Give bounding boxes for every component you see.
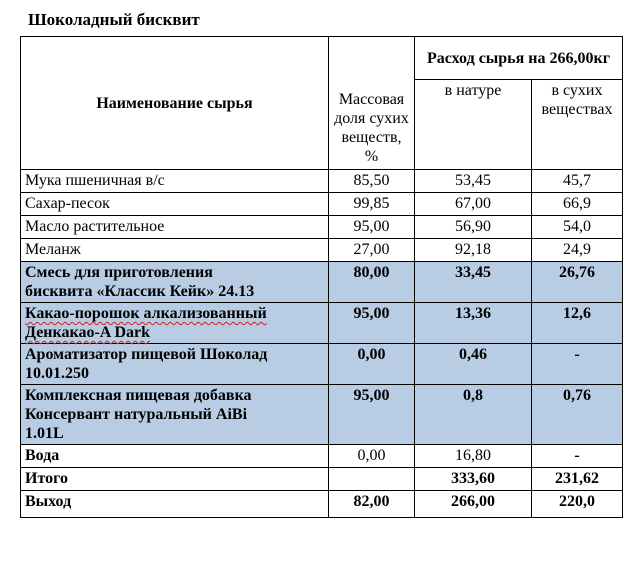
dry-value: 54,0 xyxy=(532,216,623,239)
dry-value: 231,62 xyxy=(532,468,623,491)
ingredient-name: Меланж xyxy=(21,239,329,262)
ingredient-name: Итого xyxy=(21,468,329,491)
natura-value: 56,90 xyxy=(415,216,532,239)
table-row xyxy=(21,216,623,239)
header-row xyxy=(21,37,623,80)
table-row-highlighted xyxy=(21,303,623,344)
mass-value: 27,00 xyxy=(329,239,415,262)
ingredient-name: Сахар-песок xyxy=(21,193,329,216)
table-row xyxy=(21,170,623,193)
dry-value: 66,9 xyxy=(532,193,623,216)
dry-value: 45,7 xyxy=(532,170,623,193)
ingredient-name-line: Какао-порошок алкализованный xyxy=(25,305,267,322)
table-row-total xyxy=(21,468,623,491)
mass-value xyxy=(329,468,415,491)
ingredient-name: Масло растительное xyxy=(21,216,329,239)
table-row-highlighted xyxy=(21,262,623,303)
table-row-output xyxy=(21,491,623,518)
natura-value: 0,8 xyxy=(415,385,532,445)
mass-value: 95,00 xyxy=(329,303,415,344)
dry-value: 12,6 xyxy=(532,303,623,344)
header-dry-label: в сухих веществах xyxy=(541,82,613,119)
table-row-highlighted xyxy=(21,344,623,385)
natura-value: 33,45 xyxy=(415,262,532,303)
table-row xyxy=(21,239,623,262)
natura-value: 67,00 xyxy=(415,193,532,216)
ingredient-name xyxy=(21,344,329,385)
natura-value: 16,80 xyxy=(415,445,532,468)
dry-value: 220,0 xyxy=(532,491,623,518)
dry-value: - xyxy=(532,445,623,468)
table-row-highlighted xyxy=(21,385,623,445)
ingredient-name-line: Консервант натуральный AiBi xyxy=(25,406,248,423)
mass-value: 99,85 xyxy=(329,193,415,216)
dry-value: 26,76 xyxy=(532,262,623,303)
natura-value: 266,00 xyxy=(415,491,532,518)
mass-value: 85,50 xyxy=(329,170,415,193)
ingredient-name: Вода xyxy=(21,445,329,468)
header-mass-cell xyxy=(329,37,415,170)
ingredient-name xyxy=(21,262,329,303)
header-mass-label: Массовая доля сухих веществ, % xyxy=(334,91,409,165)
mass-value: 0,00 xyxy=(329,445,415,468)
table-row xyxy=(21,193,623,216)
header-name-label: Наименование сырья xyxy=(96,94,253,112)
table-row xyxy=(21,445,623,468)
header-rashod-label: Расход сырья на 266,00кг xyxy=(427,49,610,67)
ingredient-name xyxy=(21,385,329,445)
header-natura-label: в натуре xyxy=(444,82,502,100)
dry-value: 24,9 xyxy=(532,239,623,262)
ingredient-name-line: бисквита «Классик Кейк» 24.13 xyxy=(25,283,255,300)
header-natura-cell xyxy=(415,80,532,170)
document-title: Шоколадный бисквит xyxy=(28,10,200,29)
mass-value: 0,00 xyxy=(329,344,415,385)
raw-materials-table xyxy=(20,36,623,518)
dry-value: - xyxy=(532,344,623,385)
mass-value: 95,00 xyxy=(329,385,415,445)
natura-value: 333,60 xyxy=(415,468,532,491)
ingredient-name-line: Ароматизатор пищевой Шоколад xyxy=(25,346,268,363)
header-name-cell xyxy=(21,37,329,170)
ingredient-name-line: Комплексная пищевая добавка xyxy=(25,387,252,404)
mass-value: 95,00 xyxy=(329,216,415,239)
header-dry-cell xyxy=(532,80,623,170)
natura-value: 92,18 xyxy=(415,239,532,262)
natura-value: 0,46 xyxy=(415,344,532,385)
ingredient-name-line: Смесь для приготовления xyxy=(25,264,213,281)
dry-value: 0,76 xyxy=(532,385,623,445)
ingredient-name xyxy=(21,303,329,344)
header-rashod-cell xyxy=(415,37,623,80)
ingredient-name: Мука пшеничная в/с xyxy=(21,170,329,193)
natura-value: 13,36 xyxy=(415,303,532,344)
ingredient-name-line: 10.01.250 xyxy=(25,365,89,382)
ingredient-name-line: Денкакао-A Dark xyxy=(25,324,151,341)
ingredient-name-line: 1.01L xyxy=(25,425,64,442)
mass-value: 80,00 xyxy=(329,262,415,303)
natura-value: 53,45 xyxy=(415,170,532,193)
ingredient-name: Выход xyxy=(21,491,329,518)
mass-value: 82,00 xyxy=(329,491,415,518)
